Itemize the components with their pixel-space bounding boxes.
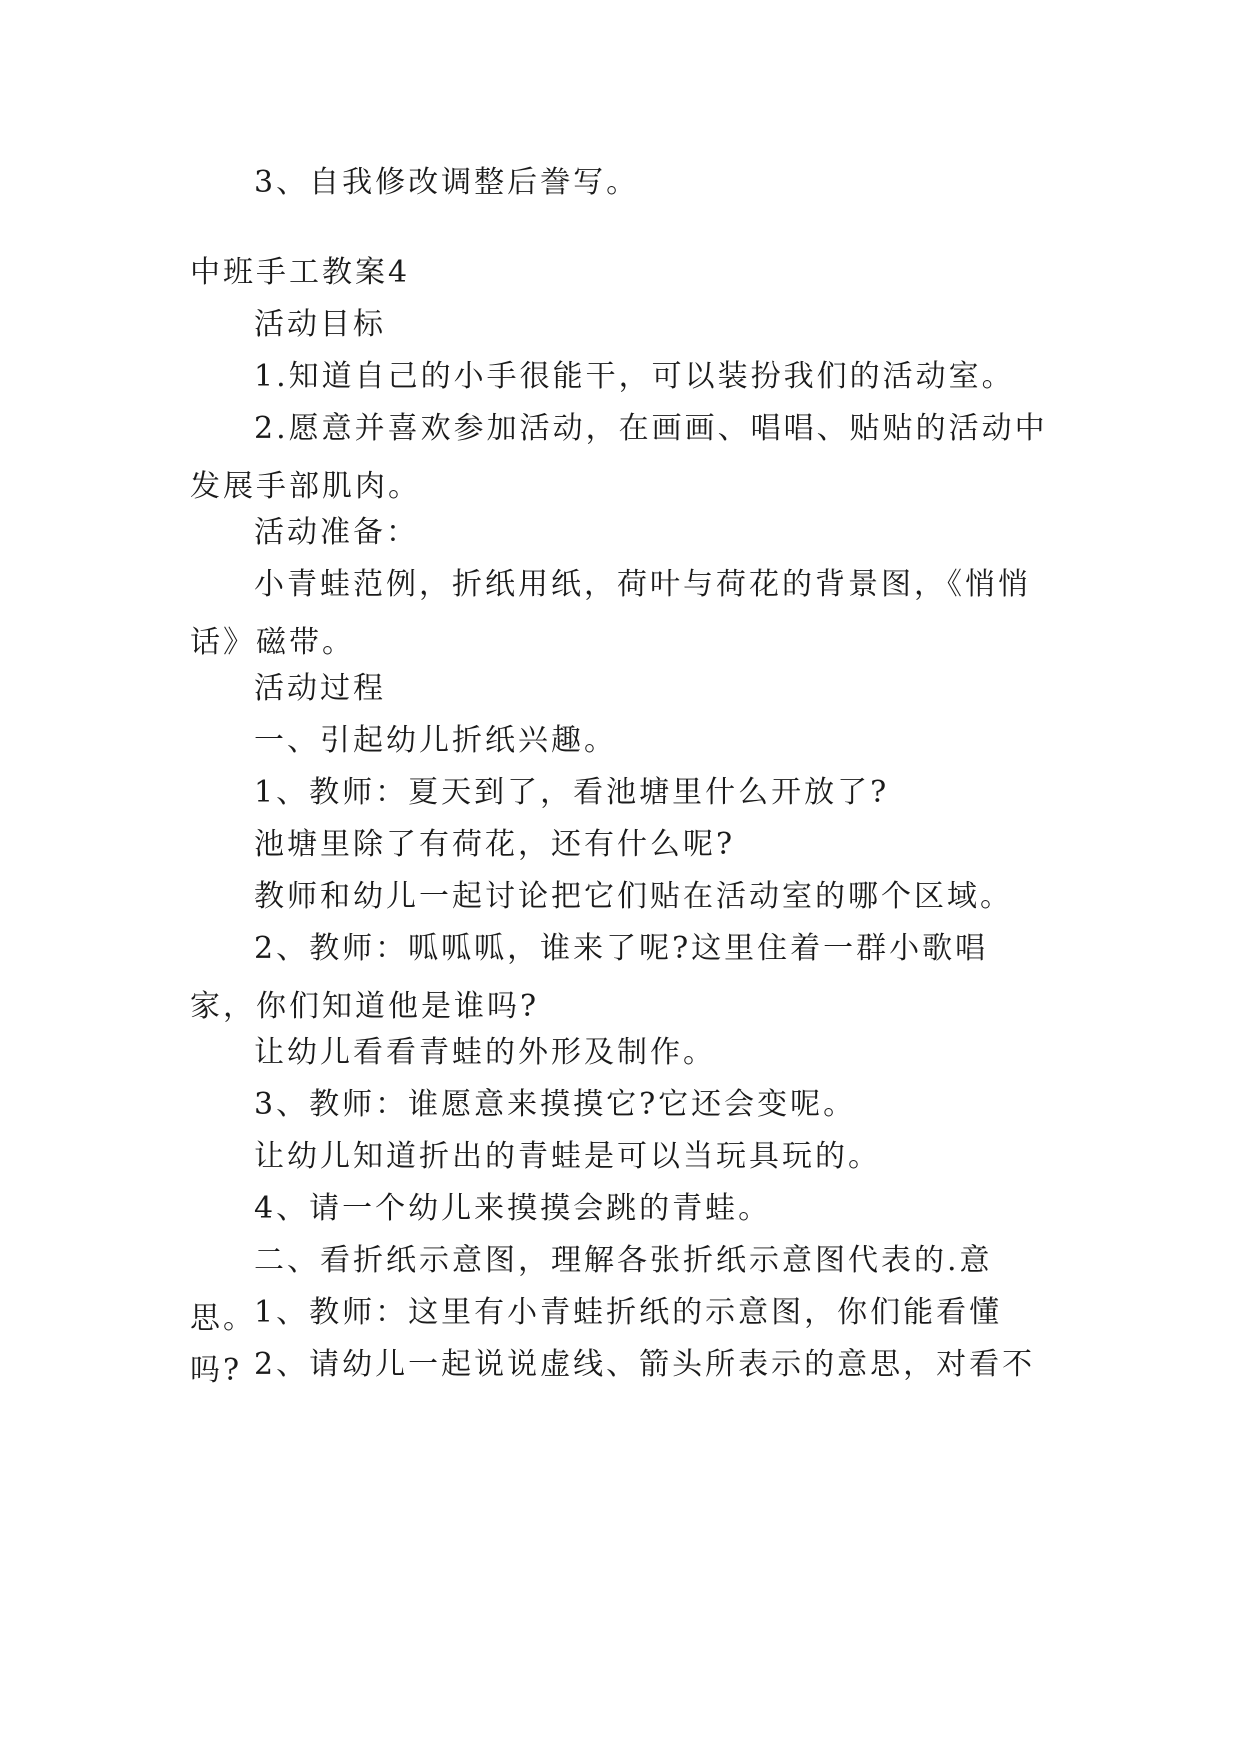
paragraph-teacher-3: 3、教师：谁愿意来摸摸它?它还会变呢。 (254, 1087, 857, 1122)
subheading-activity-preparation: 活动准备： (254, 515, 419, 550)
paragraph-part-1: 一、引起幼儿折纸兴趣。 (254, 723, 617, 758)
section-heading: 中班手工教案4 (190, 255, 411, 290)
paragraph-pond: 池塘里除了有荷花，还有什么呢? (254, 827, 736, 862)
paragraph-step-4: 4、请一个幼儿来摸摸会跳的青蛙。 (254, 1191, 772, 1226)
paragraph-goal-2: 2.愿意并喜欢参加活动，在画画、唱唱、贴贴的活动中发展手部肌肉。 (190, 411, 1048, 504)
paragraph-dashed-lines: 2、请幼儿一起说说虚线、箭头所表示的意思，对看不 (254, 1347, 1036, 1382)
subheading-activity-process: 活动过程 (254, 671, 386, 706)
paragraph-teacher-1: 1、教师：夏天到了，看池塘里什么开放了? (254, 775, 890, 810)
paragraph-teacher-2: 2、教师：呱呱呱，谁来了呢?这里住着一群小歌唱家，你们知道他是谁吗? (190, 931, 989, 1024)
paragraph-teacher-diagram: 1、教师：这里有小青蛙折纸的示意图，你们能看懂吗? (190, 1295, 1003, 1388)
paragraph-discussion: 教师和幼儿一起讨论把它们贴在活动室的哪个区域。 (254, 879, 1013, 914)
paragraph-part-2: 二、看折纸示意图，理解各张折纸示意图代表的.意思。 (190, 1243, 993, 1336)
paragraph-goal-1: 1.知道自己的小手很能干，可以装扮我们的活动室。 (254, 359, 1015, 394)
paragraph-frog-shape: 让幼儿看看青蛙的外形及制作。 (254, 1035, 716, 1070)
paragraph-materials: 小青蛙范例，折纸用纸，荷叶与荷花的背景图，《悄悄话》磁带。 (190, 567, 1031, 660)
subheading-activity-goals: 活动目标 (254, 307, 386, 342)
paragraph-step-3: 3、自我修改调整后誊写。 (254, 165, 640, 200)
paragraph-toy-frog: 让幼儿知道折出的青蛙是可以当玩具玩的。 (254, 1139, 881, 1174)
